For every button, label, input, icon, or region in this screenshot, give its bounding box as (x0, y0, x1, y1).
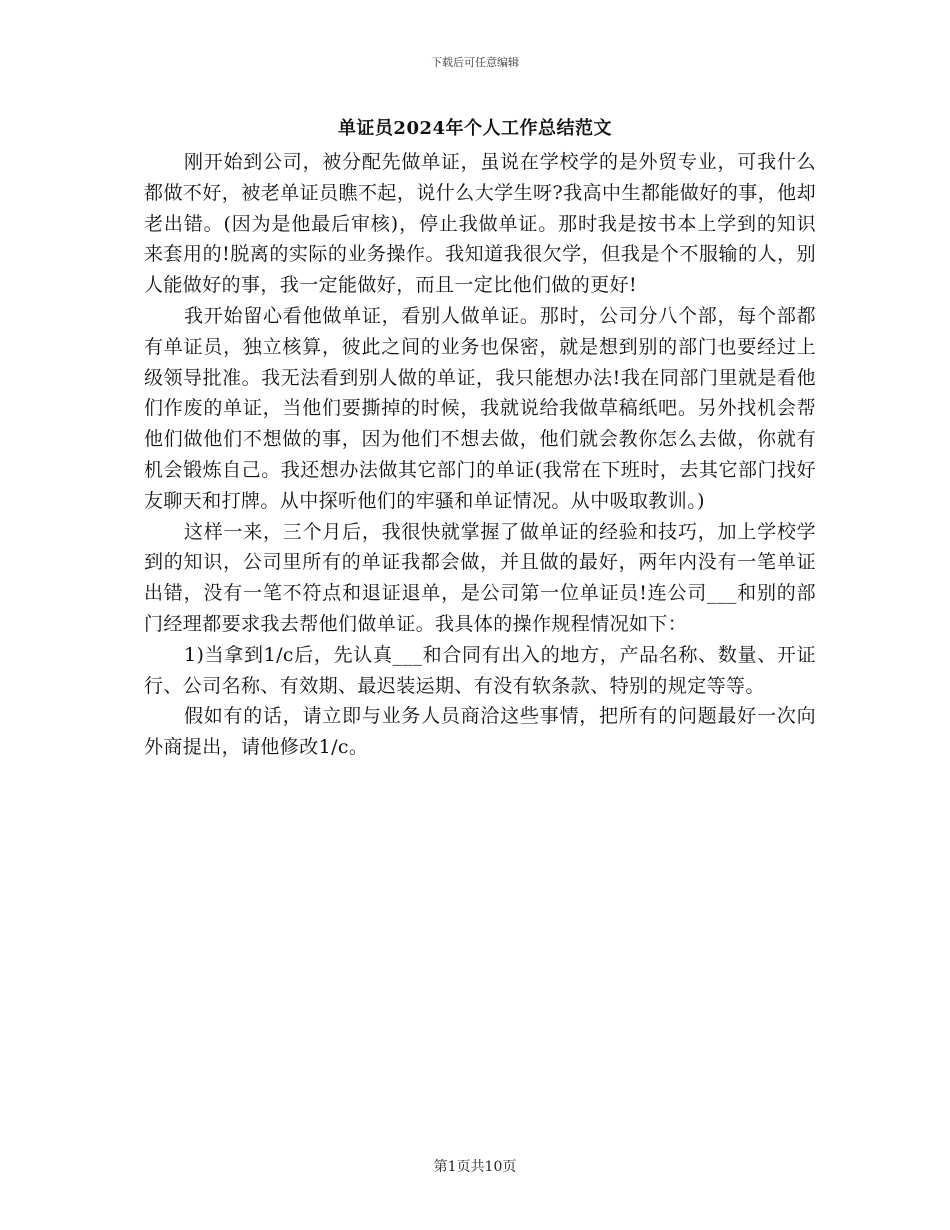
document-body (144, 147, 816, 763)
paragraph: 这样一来，三个月后，我很快就掌握了做单证的经验和技巧，加上学校学到的知识，公司里所有的单证我都会做，并且做的最好，两年内没有一笔单证出错，没有一笔不符点和退证退单，是公司第一位单证员!连公司___和别的部门经理都要求我去帮他们做单证。我具体的操作规程情况如下： (144, 520, 816, 635)
page-number: 第1页共10页 (433, 1159, 517, 1175)
paragraph: 我开始留心看他做单证，看别人做单证。那时，公司分八个部，每个部都有单证员，独立核算，彼此之间的业务也保密，就是想到别的部门也要经过上级领导批准。我无法看到别人做的单证，我只能想办法!我在同部门里就是看他们作废的单证，当他们要撕掉的时候，我就说给我做草稿纸吧。另外找机会帮他们做他们不想做的事，因为他们不想去做，他们就会教你怎么去做，你就有机会锻炼自己。我还想办法做其它部门的单证(我常在下班时，去其它部门找好友聊天和打牌。从中探听他们的牢骚和单证情况。从中吸取教训。) (144, 304, 816, 512)
document-title: 单证员2024年个人工作总结范文 (337, 118, 613, 139)
paragraph: 假如有的话，请立即与业务人员商洽这些事情，把所有的问题最好一次向外商提出，请他修改1/c。 (144, 705, 816, 759)
header-note: 下载后可任意编辑 (431, 56, 519, 69)
paragraph: 1)当拿到1/c后，先认真___和合同有出入的地方，产品名称、数量、开证行、公司名称、有效期、最迟装运期、有没有软条款、特别的规定等等。 (144, 643, 816, 697)
paragraph: 刚开始到公司，被分配先做单证，虽说在学校学的是外贸专业，可我什么都做不好，被老单证员瞧不起，说什么大学生呀?我高中生都能做好的事，他却老出错。(因为是他最后审核)，停止我做单证。那时我是按书本上学到的知识来套用的!脱离的实际的业务操作。我知道我很欠学，但我是个不服输的人，别人能做好的事，我一定能做好，而且一定比他们做的更好! (144, 151, 816, 297)
